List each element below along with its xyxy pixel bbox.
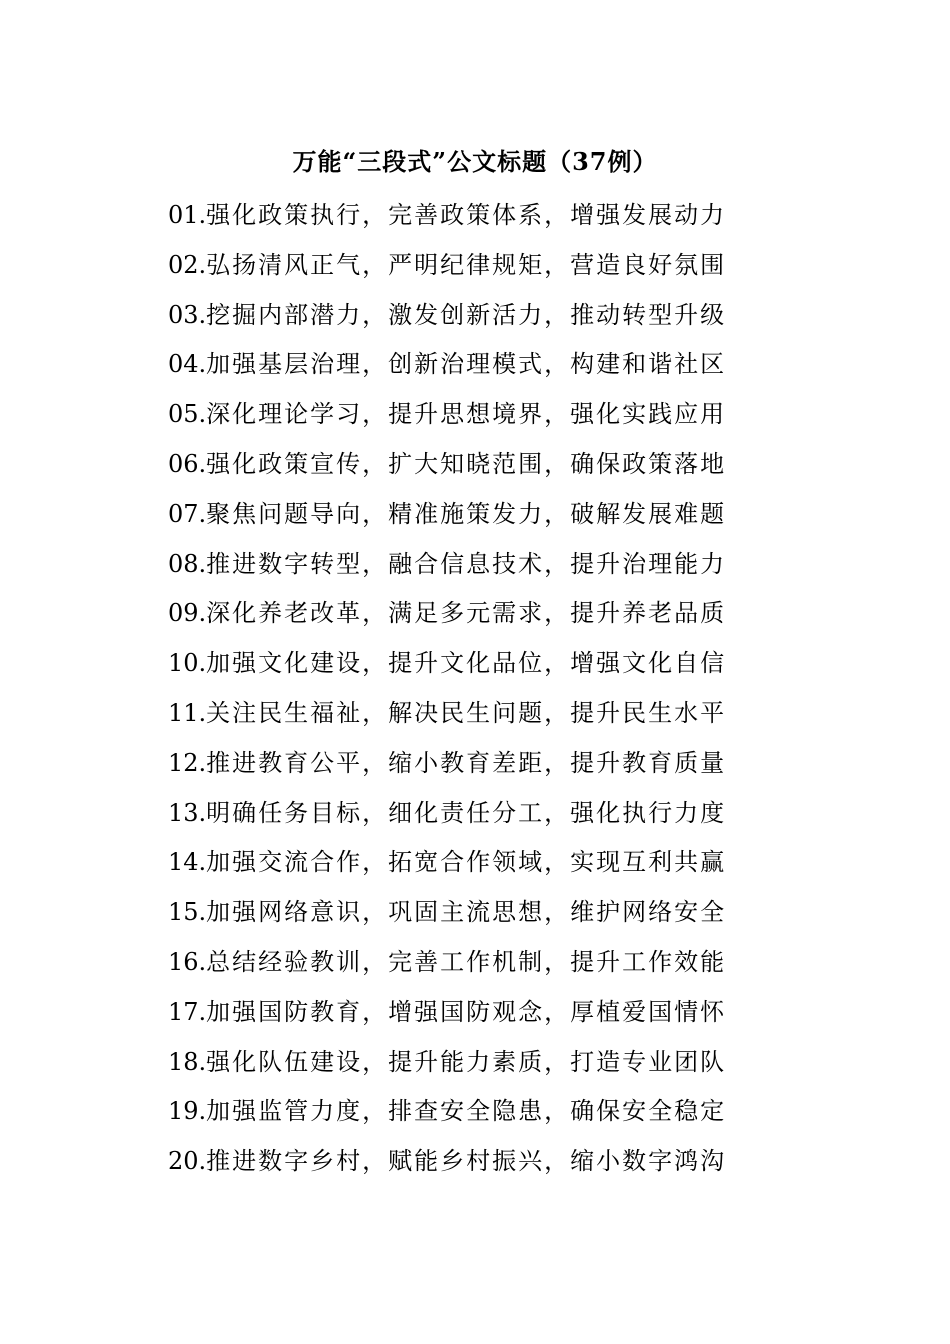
item-text: 关注民生福祉，解决民生问题，提升民生水平 — [206, 698, 727, 727]
title-list — [168, 191, 768, 1187]
document-title: 万能“三段式”公文标题（37例） — [292, 147, 658, 176]
list-item — [168, 689, 768, 739]
list-item — [168, 440, 768, 490]
list-item — [168, 241, 768, 291]
item-number: 14. — [168, 848, 207, 877]
item-number: 08. — [168, 549, 207, 578]
item-number: 19. — [168, 1097, 207, 1126]
item-text: 加强网络意识，巩固主流思想，维护网络安全 — [206, 898, 727, 927]
item-text: 总结经验教训，完善工作机制，提升工作效能 — [206, 947, 727, 976]
list-item — [168, 938, 768, 988]
item-text: 加强国防教育，增强国防观念，厚植爱国情怀 — [206, 997, 727, 1026]
list-item — [168, 490, 768, 540]
item-text: 强化政策宣传，扩大知晓范围，确保政策落地 — [206, 449, 727, 478]
item-text: 挖掘内部潜力，激发创新活力，推动转型升级 — [206, 300, 727, 329]
item-number: 03. — [168, 300, 207, 329]
item-text: 深化养老改革，满足多元需求，提升养老品质 — [206, 599, 727, 628]
item-text: 推进数字转型，融合信息技术，提升治理能力 — [206, 549, 727, 578]
item-text: 推进数字乡村，赋能乡村振兴，缩小数字鸿沟 — [206, 1147, 727, 1176]
item-number: 01. — [168, 201, 207, 229]
list-item — [168, 1087, 768, 1137]
list-item — [168, 639, 768, 689]
item-number: 05. — [168, 400, 207, 429]
item-number: 07. — [168, 499, 207, 528]
list-item — [168, 191, 768, 241]
item-number: 11. — [168, 698, 207, 727]
item-text: 加强基层治理，创新治理模式，构建和谐社区 — [206, 350, 727, 379]
item-text: 明确任务目标，细化责任分工，强化执行力度 — [206, 798, 727, 827]
item-text: 加强交流合作，拓宽合作领域，实现互利共赢 — [206, 848, 727, 877]
item-text: 聚焦问题导向，精准施策发力，破解发展难题 — [206, 499, 727, 528]
list-item — [168, 988, 768, 1038]
list-item — [168, 589, 768, 639]
list-item — [168, 540, 768, 590]
item-text: 弘扬清风正气，严明纪律规矩，营造良好氛围 — [206, 250, 727, 279]
list-item — [168, 340, 768, 390]
item-number: 20. — [168, 1147, 207, 1176]
item-number: 15. — [168, 898, 207, 927]
item-text: 推进教育公平，缩小教育差距，提升教育质量 — [206, 748, 727, 777]
item-text: 加强监管力度，排查安全隐患，确保安全稳定 — [206, 1097, 727, 1126]
item-number: 17. — [168, 997, 207, 1026]
item-number: 16. — [168, 947, 207, 976]
item-number: 13. — [168, 798, 207, 827]
item-text: 强化队伍建设，提升能力素质，打造专业团队 — [206, 1047, 727, 1076]
item-number: 12. — [168, 748, 207, 777]
item-text: 加强文化建设，提升文化品位，增强文化自信 — [206, 649, 727, 678]
list-item — [168, 1038, 768, 1088]
item-number: 02. — [168, 250, 207, 279]
item-text: 深化理论学习，提升思想境界，强化实践应用 — [206, 400, 727, 429]
list-item — [168, 390, 768, 440]
list-item — [168, 739, 768, 789]
item-number: 04. — [168, 350, 207, 379]
list-item — [168, 291, 768, 341]
item-number: 09. — [168, 599, 207, 628]
item-number: 10. — [168, 649, 207, 678]
item-number: 06. — [168, 449, 207, 478]
list-item — [168, 888, 768, 938]
list-item — [168, 1137, 768, 1187]
item-text: 强化政策执行，完善政策体系，增强发展动力 — [206, 201, 727, 229]
item-number: 18. — [168, 1047, 207, 1076]
list-item — [168, 789, 768, 839]
list-item — [168, 838, 768, 888]
